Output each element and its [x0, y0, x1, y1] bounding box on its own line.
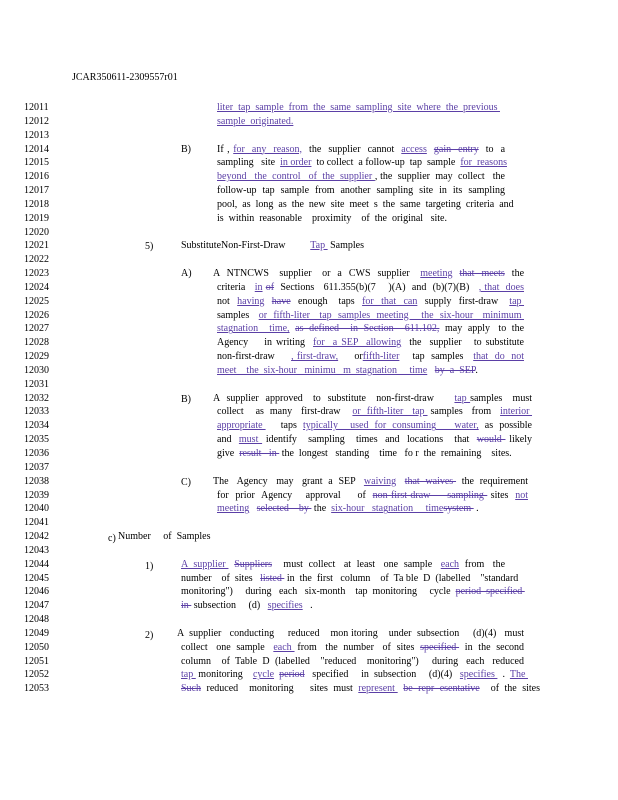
text-segment: in the first column of Ta ble D (labelled "standard	[284, 572, 519, 584]
text-segment: the requirement	[456, 475, 529, 487]
text-segment: give	[217, 448, 240, 459]
text-line	[217, 144, 505, 155]
inserted-text: in order	[280, 157, 312, 169]
text-segment: pool, as long as the new site meet s the same targeting criteria and	[217, 198, 514, 210]
text-line	[217, 337, 524, 348]
text-line	[217, 213, 505, 224]
text-segment	[427, 365, 435, 376]
text-segment: samples	[217, 309, 259, 321]
line-number: 12041	[24, 517, 49, 529]
text-line	[217, 310, 524, 321]
text-line	[181, 683, 540, 694]
deleted-text: that meets	[459, 268, 505, 280]
text-segment: supply first-draw	[417, 295, 510, 307]
text-segment: A supplier approved to substitute non-first-draw	[213, 392, 455, 404]
inserted-text: stagnation time,	[217, 323, 290, 335]
inserted-text: for that can	[362, 295, 418, 307]
line-number: 12016	[24, 171, 49, 183]
text-segment: A supplier conducting reduced mon itoring under subsection (d)(4) must	[177, 627, 524, 639]
line-number: 12052	[24, 669, 49, 681]
text-segment: likely	[505, 434, 532, 446]
line-number: 12033	[24, 406, 49, 418]
text-line	[118, 531, 211, 542]
text-segment: may apply to the	[439, 323, 525, 335]
text-segment: Number of Samples	[118, 531, 211, 543]
inserted-text: cycle	[252, 669, 275, 681]
text-segment: .	[475, 364, 478, 376]
text-segment: is within reasonable proximity of the original site.	[217, 212, 447, 224]
text-line	[217, 157, 505, 168]
text-segment: samples from	[427, 406, 501, 418]
line-number: 12011	[24, 102, 49, 113]
text-line	[217, 171, 505, 182]
text-segment: enough taps	[290, 295, 363, 307]
text-line	[217, 490, 528, 501]
text-segment: The Agency may grant a SEP	[213, 475, 364, 487]
line-number: 12034	[24, 420, 49, 432]
line-number: 12017	[24, 185, 49, 197]
line-number: 12044	[24, 558, 49, 570]
text-segment	[396, 476, 405, 487]
text-segment: If ,	[217, 143, 234, 155]
line-number: 12029	[24, 351, 49, 363]
line-number: 12027	[24, 323, 49, 335]
line-number: 12025	[24, 295, 49, 307]
item-label-c: C)	[181, 477, 191, 488]
text-line	[217, 102, 510, 113]
deleted-text: by a SEP	[434, 364, 476, 376]
text-segment: Sections 611.355(b)(7 )(A) and (b)(7)(B)	[274, 281, 479, 293]
inserted-text: six-hour stagnation time	[331, 503, 444, 515]
text-line	[177, 628, 524, 639]
text-segment: the supplier to substitute	[401, 337, 524, 349]
text-segment: column of Table D (labelled "reduced monitoring") during each reduced	[181, 655, 524, 667]
text-segment: taps	[265, 420, 303, 432]
text-line	[213, 393, 532, 404]
text-segment: not	[217, 295, 238, 307]
line-number: 12042	[24, 531, 49, 543]
text-segment: .	[473, 503, 479, 515]
inserted-text: meeting	[217, 503, 250, 515]
inserted-text: meeting	[420, 268, 453, 280]
text-segment: number of sites	[181, 572, 261, 584]
line-number: 12014	[24, 143, 49, 155]
line-number: 12018	[24, 198, 49, 210]
text-segment: non-first-draw	[217, 351, 292, 363]
text-segment	[427, 144, 434, 155]
deleted-text: non-first-draw sampling	[372, 489, 488, 501]
text-segment: monitoring") during each six-month tap monitoring cycle	[181, 586, 456, 598]
text-segment: criteria	[217, 281, 255, 293]
line-number: 12049	[24, 627, 49, 639]
text-line	[181, 642, 524, 653]
line-number: 12043	[24, 544, 49, 556]
text-segment: collect as many first-draw	[217, 406, 353, 418]
line-number: 12048	[24, 614, 49, 626]
line-number: 12040	[24, 503, 49, 515]
inserted-text: tap	[509, 295, 525, 307]
inserted-text: or fifth-liter tap	[352, 406, 428, 418]
text-segment: the longest standing time fo r the remaining sites.	[279, 448, 512, 459]
text-line	[217, 365, 524, 376]
text-line	[217, 198, 514, 210]
line-number: 12036	[24, 448, 49, 459]
text-segment: sampling site	[217, 157, 281, 169]
deleted-text: have	[271, 295, 291, 307]
inserted-text: each	[440, 558, 460, 570]
inserted-text: appropriate	[217, 420, 266, 432]
inserted-text: each	[273, 641, 295, 653]
text-line	[181, 656, 524, 667]
text-segment: subsection (d)	[191, 600, 268, 612]
line-number: 12023	[24, 268, 49, 280]
text-line	[213, 476, 528, 487]
line-number: 12030	[24, 364, 49, 376]
line-number: 12028	[24, 337, 49, 349]
text-segment: Agency in writing	[217, 337, 314, 349]
line-number: 12035	[24, 434, 49, 446]
line-number: 12037	[24, 461, 49, 473]
inserted-text: tap	[181, 669, 196, 681]
inserted-text: that do not	[473, 351, 524, 363]
text-segment: monitoring	[195, 669, 253, 681]
line-number: 12026	[24, 309, 49, 321]
line-number: 12031	[24, 378, 49, 390]
inserted-text: meet the six-hour minimu m stagnation time	[217, 364, 428, 376]
inserted-text: waiving	[363, 475, 397, 487]
text-line	[181, 669, 528, 680]
inserted-text: beyond the control of the supplier	[217, 171, 375, 183]
deleted-text: would	[476, 434, 506, 446]
inserted-text: specifies	[267, 600, 303, 612]
inserted-text: or fifth-liter tap samples meeting the six-hour minimum	[258, 309, 524, 321]
item-label-5: 5)	[145, 241, 154, 252]
item-label-b2: B)	[181, 394, 191, 405]
line-number: 12038	[24, 475, 49, 487]
inserted-text: A supplier	[181, 558, 229, 570]
inserted-text: interior	[500, 406, 533, 418]
text-line	[217, 296, 524, 307]
item-label-2: 2)	[145, 630, 154, 641]
text-segment: from the	[459, 558, 506, 570]
text-segment: tap samples	[399, 351, 474, 363]
text-line	[217, 434, 532, 445]
text-segment: the	[311, 503, 332, 515]
deleted-text: as defined in Section 611.102,	[295, 323, 440, 335]
deleted-text: that waives	[404, 475, 457, 487]
deleted-text: of	[265, 281, 275, 293]
document-header: JCAR350611-2309557r01	[72, 72, 178, 83]
item-label-a: A)	[181, 268, 192, 279]
text-segment: sites	[487, 489, 516, 501]
text-segment: SubstituteNon-First-Draw	[181, 240, 311, 252]
inserted-text: not	[515, 489, 528, 501]
line-number: 12012	[24, 115, 49, 127]
inserted-text: in	[254, 281, 263, 293]
inserted-text: must	[238, 434, 263, 446]
text-line	[213, 268, 524, 279]
line-number: 12047	[24, 600, 49, 612]
text-segment: to collect a follow-up tap sample	[311, 157, 461, 169]
line-number: 12022	[24, 254, 49, 266]
text-segment: specified in subsection (d)(4)	[304, 669, 460, 681]
inserted-text: having	[237, 295, 265, 307]
deleted-text: selected by	[256, 503, 312, 515]
item-label-b: B)	[181, 144, 191, 155]
text-line	[217, 448, 532, 459]
text-segment	[249, 503, 257, 514]
text-segment: or	[338, 351, 363, 363]
text-segment: A NTNCWS supplier or a CWS supplier	[213, 268, 421, 280]
inserted-text: sample originated.	[217, 115, 294, 127]
text-segment: and	[217, 434, 239, 446]
inserted-text: specifies	[459, 669, 498, 681]
text-segment: of the sites	[479, 683, 541, 695]
inserted-text: for reasons	[460, 157, 507, 169]
text-line	[217, 282, 524, 293]
text-line	[181, 600, 505, 611]
inserted-text: typically used for consuming water,	[302, 420, 479, 432]
line-number: 12032	[24, 392, 49, 404]
line-number: 12053	[24, 683, 49, 695]
inserted-text: for any reason,	[233, 143, 303, 155]
text-line	[217, 406, 532, 417]
text-segment: as possible	[478, 420, 532, 432]
deleted-text: period	[279, 669, 305, 681]
inserted-text: represent	[358, 683, 398, 695]
deleted-text: system	[443, 503, 474, 515]
deleted-text: specified	[420, 641, 460, 653]
inserted-text: Tap	[310, 240, 328, 252]
text-segment: follow-up tap sample from another sampling site in its sampling	[217, 185, 505, 197]
text-segment: identify sampling times and locations that	[262, 434, 477, 446]
text-segment: in the second	[459, 641, 525, 653]
text-segment: collect one sample	[181, 641, 274, 653]
text-segment: from the number of sites	[294, 641, 421, 653]
line-number: 12050	[24, 641, 49, 653]
text-line	[181, 572, 519, 584]
line-number: 12015	[24, 157, 49, 169]
line-number: 12021	[24, 240, 49, 252]
text-segment: the supplier cannot	[302, 143, 402, 155]
deleted-text: gain entry	[433, 143, 479, 155]
deleted-text: Suppliers	[234, 558, 272, 570]
text-line	[217, 323, 524, 334]
item-label-c-lower: c)	[108, 533, 116, 544]
deleted-text: period specified	[455, 586, 525, 598]
inserted-text: fifth-liter	[362, 351, 400, 363]
text-segment: must collect at least one sample	[271, 558, 441, 570]
inserted-text: liter tap sample from the same sampling site where the previous	[217, 102, 500, 113]
text-segment: samples must	[470, 392, 533, 404]
inserted-text: The	[509, 669, 528, 681]
text-line	[181, 559, 505, 570]
line-number: 12051	[24, 655, 49, 667]
inserted-text: tap	[454, 392, 471, 404]
text-segment: .	[497, 669, 510, 681]
text-line	[181, 240, 364, 251]
text-segment: the	[504, 268, 525, 280]
deleted-text: result in	[239, 448, 280, 459]
text-segment: , the supplier may collect the	[374, 171, 505, 183]
deleted-text: be repr esentative	[403, 683, 480, 695]
item-label-1: 1)	[145, 561, 154, 572]
line-number: 12020	[24, 226, 49, 238]
text-segment: Samples	[327, 240, 365, 252]
line-number: 12024	[24, 281, 49, 293]
deleted-text: listed	[260, 572, 285, 584]
text-segment	[264, 296, 271, 307]
line-number: 12046	[24, 586, 49, 598]
text-segment: .	[302, 600, 313, 612]
line-number: 12045	[24, 572, 49, 584]
inserted-text: access	[401, 143, 427, 155]
line-number: 12019	[24, 212, 49, 224]
deleted-text: in	[181, 600, 192, 612]
text-segment: for prior Agency approval of	[217, 489, 373, 501]
text-line	[217, 185, 505, 196]
text-line	[217, 351, 524, 362]
text-segment: to a	[478, 143, 506, 155]
text-line	[181, 586, 525, 598]
inserted-text: , first-draw,	[291, 351, 339, 363]
inserted-text: for a SEP allowing	[313, 337, 402, 349]
deleted-text: Such	[181, 683, 201, 695]
line-number: 12039	[24, 489, 49, 501]
text-line	[217, 116, 293, 127]
inserted-text: , that does	[478, 281, 525, 293]
line-number: 12013	[24, 129, 49, 141]
text-segment: reduced monitoring sites must	[201, 683, 359, 695]
text-line	[217, 420, 532, 431]
text-line	[217, 503, 528, 514]
